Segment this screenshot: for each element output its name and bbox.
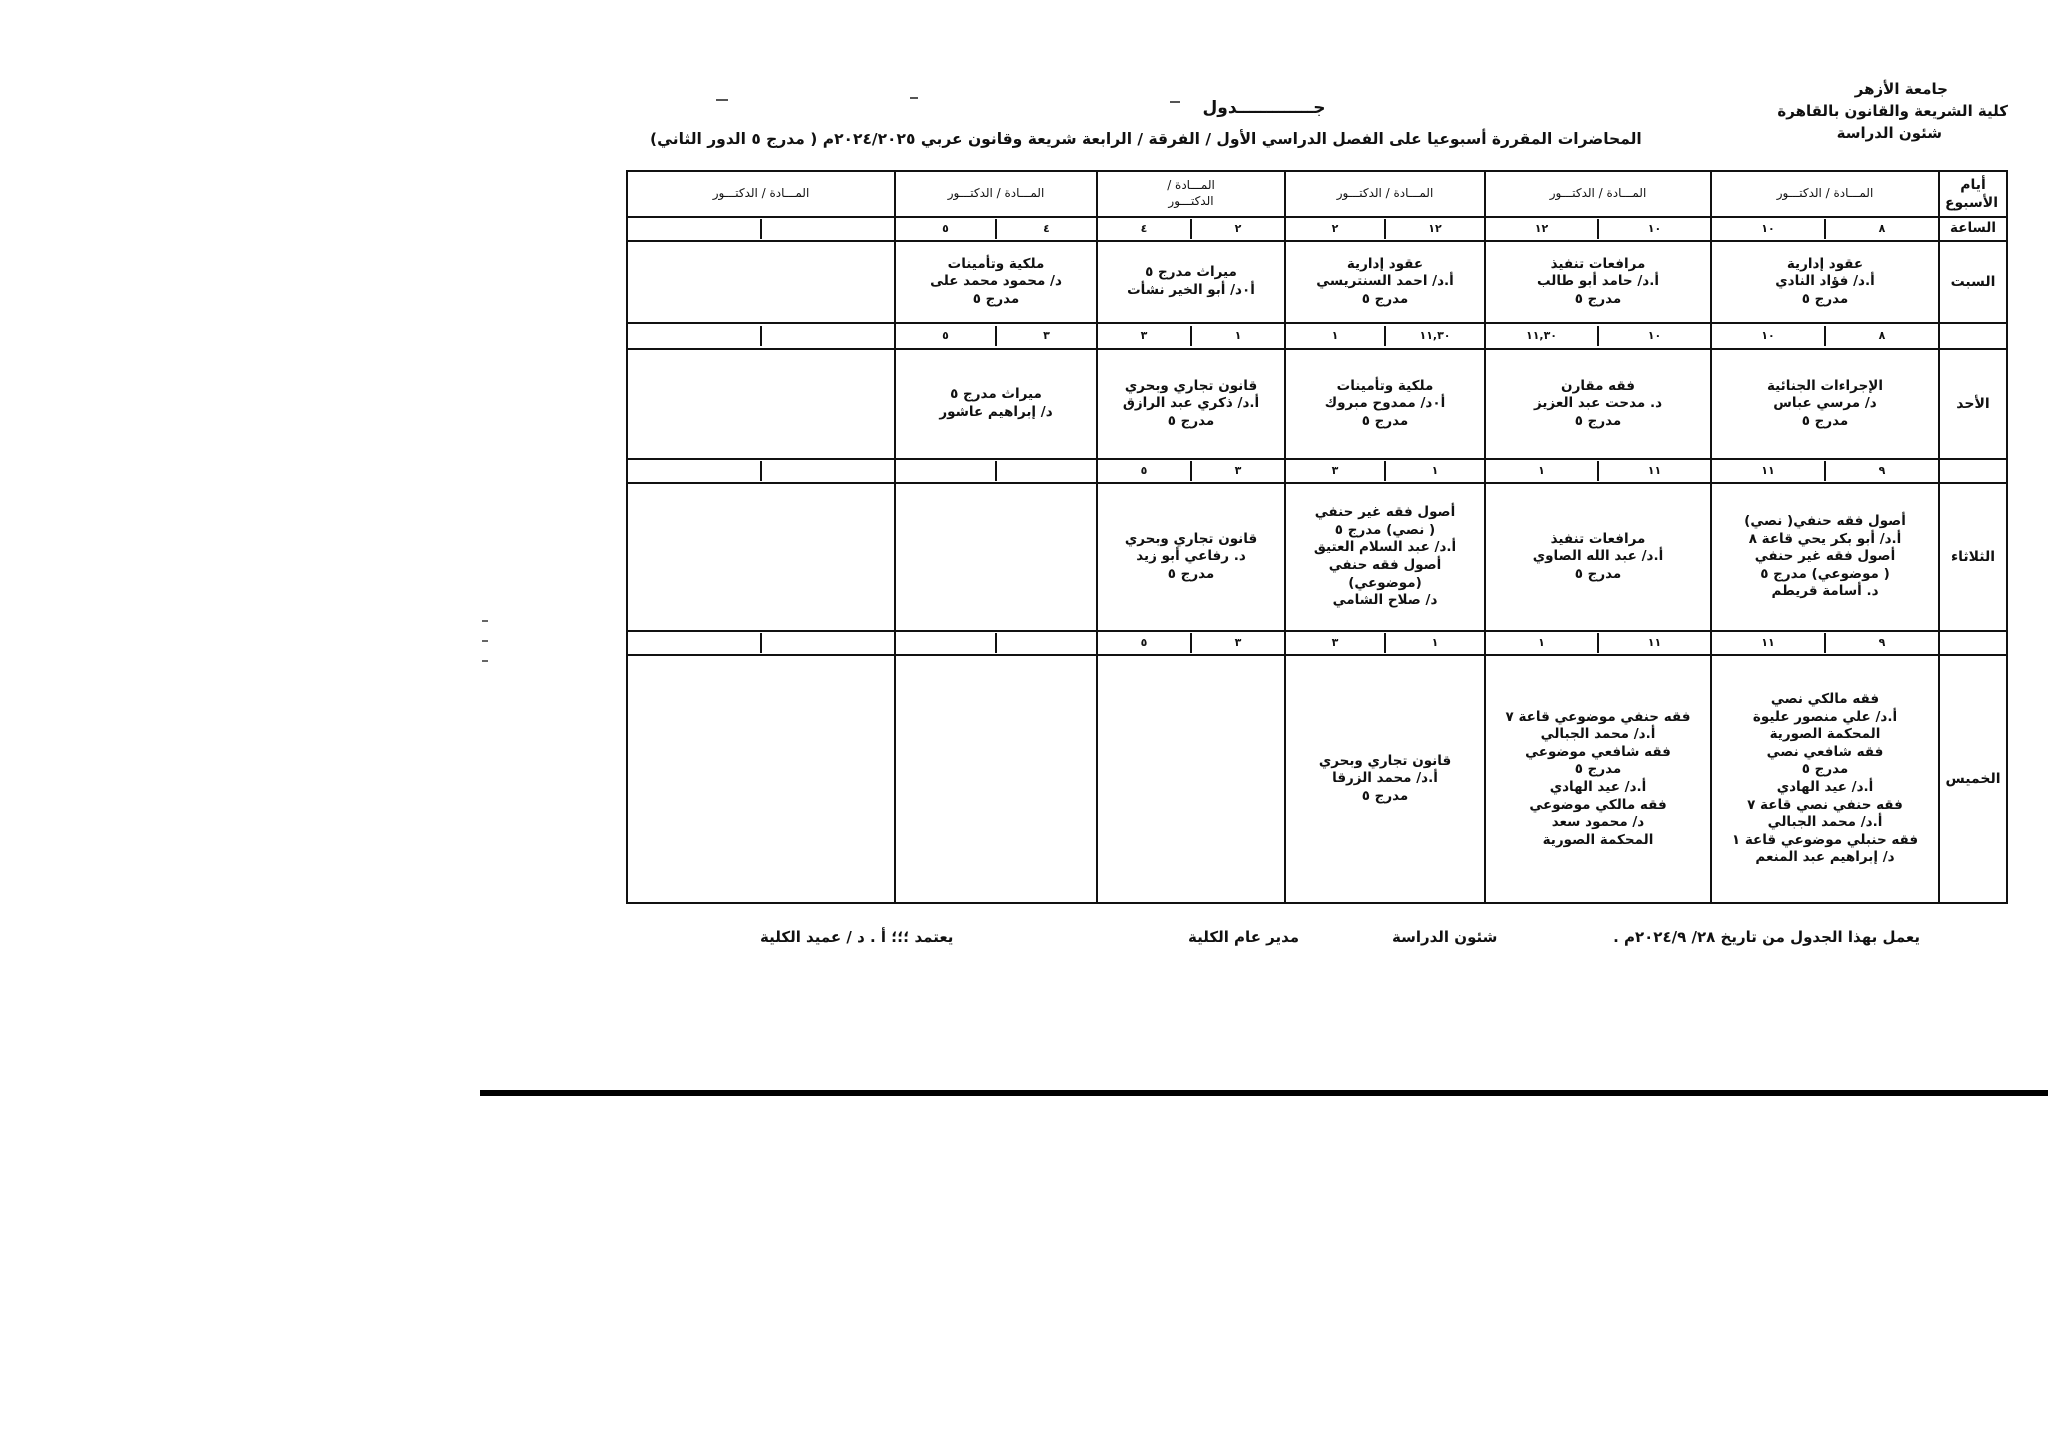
scan-mark (482, 640, 488, 642)
time-row (627, 459, 2007, 483)
lecture-cell (1097, 483, 1285, 631)
lecture-line: ملكية وتأمينات (947, 255, 1045, 272)
time-slot (1711, 459, 1939, 483)
time-end: ١٢ (1534, 221, 1549, 235)
schedule-table (626, 170, 2008, 904)
time-end: ٣ (1331, 635, 1339, 649)
time-end (628, 461, 760, 481)
time-end: ١٠ (1761, 328, 1775, 342)
time-slot (1711, 631, 1939, 655)
time-label-cell (1939, 323, 2007, 349)
lecture-line: قانون تجاري وبحري (1124, 530, 1258, 547)
time-slot (627, 217, 895, 241)
document-subtitle: المحاضرات المقررة أسبوعيا على الفصل الدراسي الأول / الفرقة / الرابعة شريعة وقانون عربي ٢٠٢٤/٢٠٢٥م ( مدرج ٥ الدور الثاني) (650, 130, 1642, 148)
lecture-line: د. مدحت عبد العزيز (1533, 395, 1663, 412)
subject-header-4 (1097, 171, 1285, 217)
time-end (896, 461, 995, 481)
lecture-cell (895, 349, 1097, 459)
scan-bottom-edge (480, 1090, 2048, 1096)
lecture-line: عقود إدارية (1346, 255, 1424, 272)
time-start: ٨ (1824, 326, 1938, 346)
lecture-line: أصول فقه حنفي (1328, 557, 1442, 573)
lecture-cell (895, 241, 1097, 323)
subject-header-5: المـــادة / الدكتـــور (895, 171, 1097, 217)
lecture-line: د/ إبراهيم عاشور (939, 404, 1053, 420)
lecture-line: د/ محمود سعد (1551, 814, 1645, 831)
day-name-2: الثلاثاء (1939, 483, 2007, 631)
time-end: ٢ (1331, 221, 1339, 235)
time-end: ١٠ (1761, 221, 1775, 235)
lecture-line: عقود إدارية (1786, 255, 1864, 272)
lecture-line: أ.د/ عبد السلام العتيق (1313, 539, 1457, 556)
lecture-cell (1285, 241, 1485, 323)
lecture-line: المحكمة الصورية (1769, 726, 1881, 743)
lecture-line: د/ مرسي عباس (1773, 395, 1877, 412)
scan-mark (482, 620, 488, 622)
lecture-line: فقه مالكي نصي (1770, 691, 1880, 708)
lecture-cell (627, 655, 895, 903)
time-row (627, 217, 2007, 241)
time-start: ١٢ (1384, 219, 1484, 239)
lecture-line: فقه مالكي موضوعي (1529, 796, 1667, 813)
day-name-3: الخميس (1939, 655, 2007, 903)
time-end: ١١ (1761, 635, 1775, 649)
time-start: ١ (1190, 326, 1284, 346)
lecture-line: فقه شافعي نصي (1766, 743, 1884, 760)
header-row (627, 171, 2007, 217)
lecture-line: د. أسامة قريطم (1771, 583, 1879, 600)
time-slot (1711, 323, 1939, 349)
lecture-line: أ.د/ محمد الجبالي (1767, 814, 1883, 831)
time-start: ٨ (1824, 219, 1938, 239)
document-title: جـــــــــــــدول (1202, 98, 1326, 118)
time-end: ١١ (1761, 463, 1775, 477)
time-end: ١ (1331, 328, 1339, 342)
department-name: شئون الدراسة (1836, 124, 1942, 142)
time-end (628, 326, 760, 346)
subject-header-6: المـــادة / الدكتـــور (627, 171, 895, 217)
time-slot (627, 323, 895, 349)
time-row (627, 323, 2007, 349)
time-slot (1485, 323, 1711, 349)
lecture-row (627, 655, 2007, 903)
time-slot (1285, 323, 1485, 349)
time-start (760, 633, 894, 653)
lecture-line: أ.د/ حامد أبو طالب (1537, 273, 1659, 290)
time-end (628, 219, 760, 239)
lecture-line: مرافعات تنفيذ (1550, 530, 1646, 547)
lecture-line: د. رفاعي أبو زيد (1136, 548, 1246, 565)
lecture-row (627, 241, 2007, 323)
lecture-line: أ٠د/ أبو الخير نشأت (1127, 282, 1255, 298)
time-end: ٣ (1140, 328, 1148, 342)
time-start: ٩ (1824, 633, 1938, 653)
lecture-cell (627, 241, 895, 323)
time-slot (1097, 323, 1285, 349)
lecture-cell (1485, 349, 1711, 459)
time-slot (627, 459, 895, 483)
time-slot (895, 459, 1097, 483)
lecture-cell (1285, 483, 1485, 631)
general-manager-signature: مدير عام الكلية (1188, 928, 1300, 946)
lecture-line: مدرج ٥ (1167, 565, 1215, 582)
time-start: ٣ (1190, 633, 1284, 653)
lecture-line: أصول فقه غير حنفي (1314, 504, 1456, 521)
time-start: ٢ (1190, 219, 1284, 239)
lecture-cell (1485, 241, 1711, 323)
day-name-0: السبت (1939, 241, 2007, 323)
time-end: ٥ (1140, 463, 1148, 477)
time-start: ١٠ (1597, 326, 1710, 346)
lecture-cell (895, 655, 1097, 903)
subject-header-3: المـــادة / الدكتـــور (1285, 171, 1485, 217)
time-end (628, 633, 760, 653)
lecture-line: ميراث مدرج ٥ (1145, 264, 1237, 281)
lecture-line: فقه حنبلي موضوعي قاعة ١ (1731, 831, 1919, 848)
time-slot (1097, 631, 1285, 655)
lecture-line: (موضوعي) (1348, 574, 1422, 591)
time-end (896, 633, 995, 653)
lecture-cell (1097, 349, 1285, 459)
lecture-line: أ.د/ عبد الله الصاوي (1532, 548, 1664, 565)
time-slot (895, 631, 1097, 655)
lecture-line: فقه شافعي موضوعي (1525, 743, 1671, 760)
lecture-cell (1485, 483, 1711, 631)
time-start: ٣ (1190, 461, 1284, 481)
lecture-line: أ٠د/ ممدوح مبروك (1324, 395, 1446, 412)
time-start: ١١ (1597, 633, 1710, 653)
lecture-line: مدرج ٥ (1361, 412, 1409, 429)
lecture-line: مرافعات تنفيذ (1550, 255, 1646, 272)
time-start: ١٠ (1597, 219, 1710, 239)
effective-date: يعمل بهذا الجدول من تاريخ ٢٨/ ٢٠٢٤/٩م . (1613, 928, 1920, 946)
time-start: ١١ (1597, 461, 1710, 481)
lecture-line: فقه حنفي نصي قاعة ٧ (1747, 796, 1903, 813)
time-start: ١١,٣٠ (1384, 326, 1484, 346)
time-slot (1097, 217, 1285, 241)
lecture-line: ( نصي) مدرج ٥ (1334, 521, 1436, 538)
time-slot (1485, 631, 1711, 655)
faculty-name: كلية الشريعة والقانون بالقاهرة (1777, 102, 2008, 120)
lecture-line: فقه حنفي موضوعي قاعة ٧ (1505, 708, 1691, 725)
time-start: ٤ (995, 219, 1096, 239)
lecture-line: مدرج ٥ (1801, 761, 1849, 778)
time-slot (1485, 217, 1711, 241)
time-slot (1097, 459, 1285, 483)
time-start: ١ (1384, 633, 1484, 653)
subject-header-2: المـــادة / الدكتـــور (1485, 171, 1711, 217)
lecture-line: مدرج ٥ (972, 290, 1020, 307)
time-end: ١ (1538, 635, 1545, 649)
lecture-cell (1711, 349, 1939, 459)
lecture-line: مدرج ٥ (1801, 290, 1849, 307)
studies-affairs-signature: شئون الدراسة (1392, 928, 1498, 946)
time-slot (1711, 217, 1939, 241)
time-label-cell (1939, 459, 2007, 483)
lecture-cell (1711, 483, 1939, 631)
lecture-line: مدرج ٥ (1574, 412, 1622, 429)
lecture-line: مدرج ٥ (1801, 412, 1849, 429)
time-label-cell (1939, 631, 2007, 655)
lecture-row (627, 483, 2007, 631)
lecture-line: قانون تجاري وبحري (1124, 377, 1258, 394)
time-slot (1285, 459, 1485, 483)
time-row (627, 631, 2007, 655)
time-end: ٣ (1331, 463, 1339, 477)
lecture-line: أ.د/ عيد الهادي (1549, 779, 1647, 795)
lecture-line: أ.د/ محمد الزرقا (1332, 770, 1438, 787)
lecture-cell (1285, 349, 1485, 459)
lecture-line: ملكية وتأمينات (1336, 377, 1434, 394)
lecture-line: فقه مقارن (1561, 377, 1635, 394)
lecture-line: د/ محمود محمد على (930, 273, 1062, 290)
university-name: جامعة الأزهر (1854, 80, 1948, 98)
lecture-line: أصول فقه غير حنفي (1754, 548, 1896, 565)
time-start: ٣ (995, 326, 1096, 346)
time-slot (895, 323, 1097, 349)
lecture-line: أ.د/ احمد السنتريسي (1316, 273, 1454, 290)
time-start (760, 326, 894, 346)
lecture-cell (627, 349, 895, 459)
lecture-line: أ.د/ فؤاد النادي (1775, 273, 1875, 290)
time-slot (627, 631, 895, 655)
lecture-line: أ.د/ ذكري عبد الرازق (1122, 395, 1260, 412)
lecture-line: مدرج ٥ (1167, 412, 1215, 429)
lecture-line: الإجراءات الجنائية (1766, 377, 1883, 394)
time-label-cell: الساعة (1939, 217, 2007, 241)
lecture-line: قانون تجاري وبحري (1318, 752, 1452, 769)
time-start (995, 633, 1096, 653)
lecture-line: أ.د/ عيد الهادي (1776, 779, 1874, 795)
lecture-cell (1485, 655, 1711, 903)
lecture-line: أ.د/ أبو بكر يحي قاعة ٨ (1748, 530, 1902, 547)
lecture-line: د/ إبراهيم عبد المنعم (1755, 849, 1895, 866)
lecture-line: أ.د/ محمد الجبالي (1540, 726, 1656, 743)
time-end: ١١,٣٠ (1525, 328, 1558, 342)
lecture-cell (1097, 241, 1285, 323)
lecture-cell (1285, 655, 1485, 903)
time-end: ٥ (942, 221, 949, 235)
lecture-line: مدرج ٥ (1574, 290, 1622, 307)
lecture-cell (627, 483, 895, 631)
lecture-line: مدرج ٥ (1361, 290, 1409, 307)
lecture-line: ميراث مدرج ٥ (950, 386, 1042, 403)
time-slot (1285, 217, 1485, 241)
lecture-line: المحكمة الصورية (1542, 831, 1654, 848)
lecture-line: مدرج ٥ (1574, 565, 1622, 582)
day-name-1: الأحد (1939, 349, 2007, 459)
lecture-line: مدرج ٥ (1361, 787, 1409, 804)
lecture-line: مدرج ٥ (1574, 761, 1622, 778)
time-end: ١ (1538, 463, 1545, 477)
lecture-cell (1711, 655, 1939, 903)
time-slot (1285, 631, 1485, 655)
subject-header-1: المـــادة / الدكتـــور (1711, 171, 1939, 217)
time-start (995, 461, 1096, 481)
time-start (760, 219, 894, 239)
lecture-cell (1711, 241, 1939, 323)
subject-header-4-line2: الدكتـــور (1168, 194, 1214, 208)
time-start: ٩ (1824, 461, 1938, 481)
time-slot (1485, 459, 1711, 483)
days-header (1939, 171, 2007, 217)
time-end: ٤ (1140, 221, 1148, 235)
time-end: ٥ (1140, 635, 1148, 649)
subject-header-4-line1: المـــادة / (1167, 178, 1215, 193)
time-end: ٥ (942, 328, 949, 342)
days-header-label: أيام الأسبوع (1944, 176, 1998, 211)
lecture-line: أصول فقه حنفي( نصي) (1744, 513, 1906, 530)
time-slot (895, 217, 1097, 241)
lecture-line: د/ صلاح الشامي (1332, 592, 1438, 609)
time-start (760, 461, 894, 481)
scan-mark (482, 660, 488, 662)
time-start: ١ (1384, 461, 1484, 481)
lecture-line: ( موضوعي) مدرج ٥ (1760, 565, 1890, 582)
lecture-row (627, 349, 2007, 459)
lecture-cell (895, 483, 1097, 631)
dean-approval: يعتمد ؛؛؛ أ . د / عميد الكلية (760, 928, 954, 946)
lecture-line: أ.د/ علي منصور عليوة (1752, 708, 1898, 725)
lecture-cell (1097, 655, 1285, 903)
